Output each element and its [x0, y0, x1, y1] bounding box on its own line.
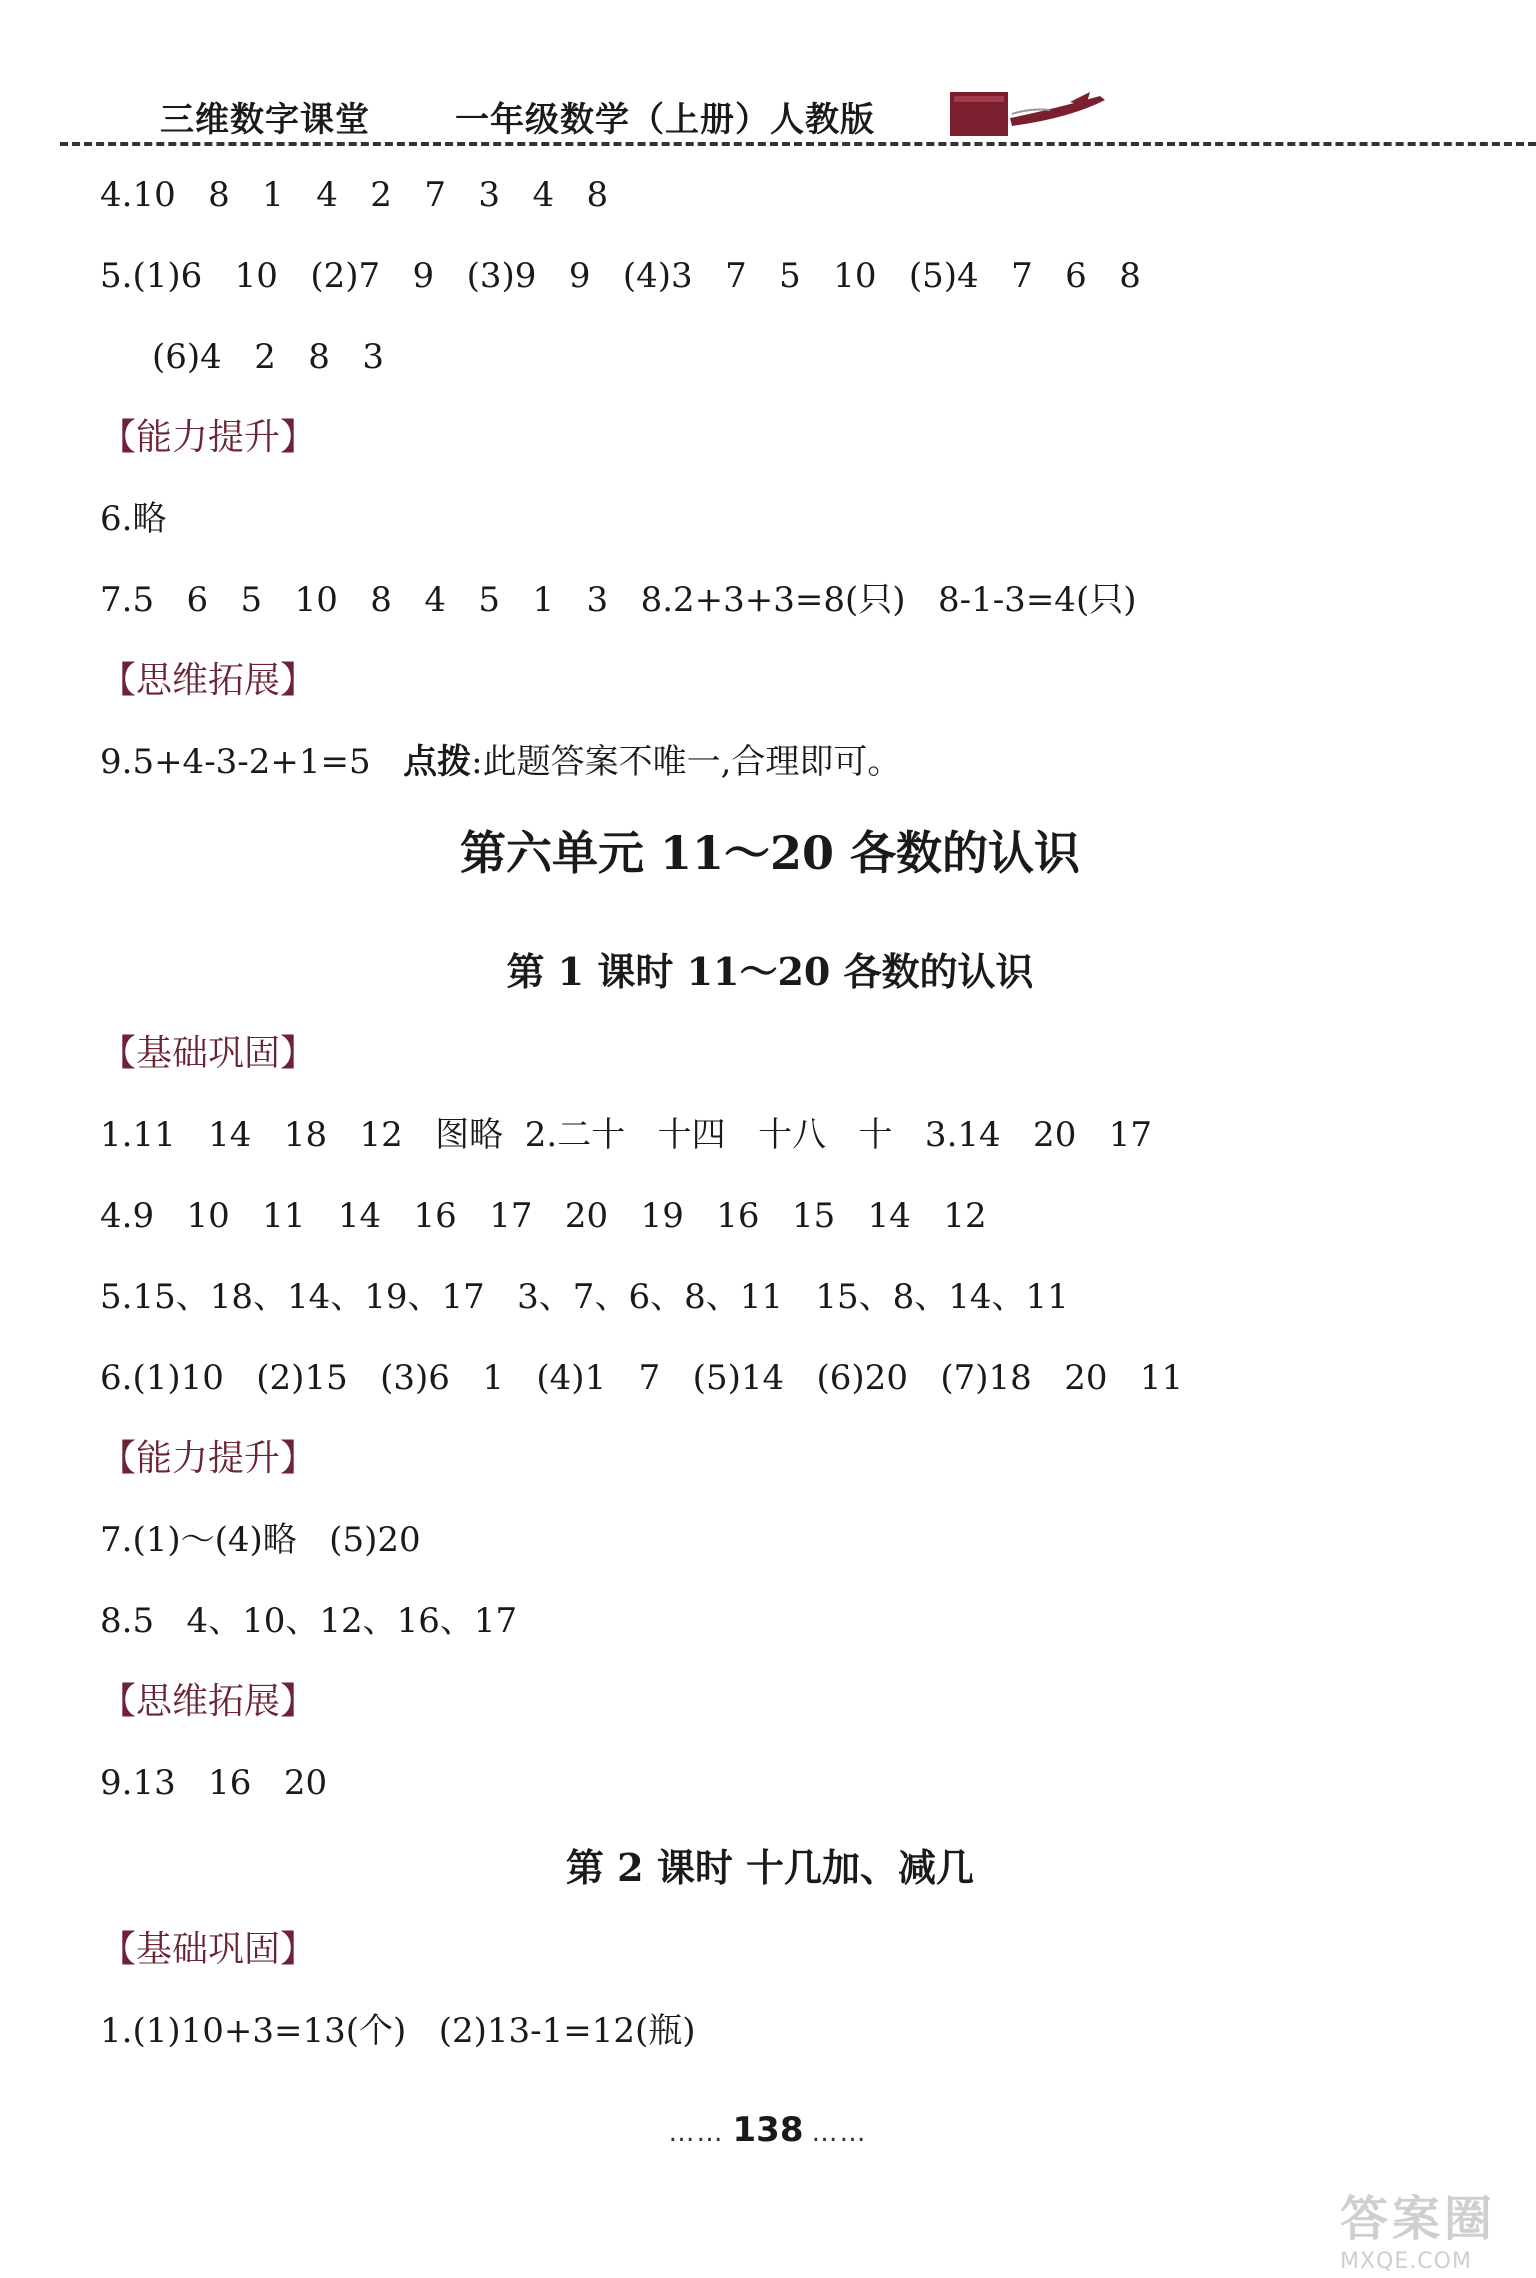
section-heading-nengli-2: 【能力提升】 [100, 1438, 317, 1479]
answer-line-1c: 1.(1)10+3=13(个) (2)13-1=12(瓶) [100, 2011, 696, 2051]
unit-title: 第六单元 11～20 各数的认识 [459, 826, 1081, 880]
watermark-site: MXQE.COM [1340, 2249, 1472, 2274]
answer-9-text: 9.5+4-3-2+1=5 [100, 742, 404, 782]
series-title: 三维数字课堂 [160, 100, 370, 140]
answer-line-9 [100, 742, 1440, 782]
hint-text: :此题答案不唯一,合理即可。 [471, 742, 902, 782]
lesson-1-title: 第 1 课时 11～20 各数的认识 [506, 949, 1034, 994]
page-header [0, 0, 1536, 160]
page-footer [0, 2110, 1536, 2150]
answer-line-9b: 9.13 16 20 [100, 1763, 328, 1803]
section-heading-siwei-2: 【思维拓展】 [100, 1681, 317, 1722]
answer-line-7b: 7.(1)～(4)略 (5)20 [100, 1520, 421, 1560]
watermark [1340, 2180, 1520, 2274]
answer-line-7-8: 7.5 6 5 10 8 4 5 1 3 8.2+3+3=8(只) 8-1-3=4(只) [100, 580, 1137, 620]
answer-line-5b: 5.15、18、14、19、17 3、7、6、8、11 15、8、14、11 [100, 1277, 1069, 1317]
footer-dots-left: …… [668, 2118, 725, 2148]
answer-line-1-3: 1.11 14 18 12 图略 2.二十 十四 十八 十 3.14 20 17 [100, 1115, 1153, 1155]
lesson-2-title: 第 2 课时 十几加、减几 [565, 1845, 975, 1890]
answer-line-4: 4.10 8 1 4 2 7 3 4 8 [100, 175, 609, 215]
section-heading-jichu-2: 【基础巩固】 [100, 1929, 317, 1970]
watermark-logo: 答案圈 [1340, 2191, 1497, 2247]
header-divider [60, 142, 1536, 146]
answer-line-5-cont: (6)4 2 8 3 [152, 337, 384, 377]
footer-dots-right: …… [811, 2118, 868, 2148]
section-heading-jichu: 【基础巩固】 [100, 1033, 317, 1074]
answer-line-8b: 8.5 4、10、12、16、17 [100, 1601, 518, 1641]
book-title: 一年级数学（上册）人教版 [455, 100, 875, 140]
answer-line-5: 5.(1)6 10 (2)7 9 (3)9 9 (4)3 7 5 10 (5)4 7 6 8 [100, 256, 1141, 296]
answer-line-4b: 4.9 10 11 14 16 17 20 19 16 15 14 12 [100, 1196, 987, 1236]
section-heading-nengli: 【能力提升】 [100, 417, 317, 458]
section-heading-siwei: 【思维拓展】 [100, 660, 317, 701]
rocket-icon [950, 88, 1110, 148]
answer-content [100, 175, 1440, 2092]
hint-label: 点拨 [403, 742, 472, 782]
answer-line-6: 6.略 [100, 499, 167, 539]
page-number: 138 [732, 2110, 804, 2150]
answer-line-6b: 6.(1)10 (2)15 (3)6 1 (4)1 7 (5)14 (6)20 (7)18 20 11 [100, 1358, 1184, 1398]
